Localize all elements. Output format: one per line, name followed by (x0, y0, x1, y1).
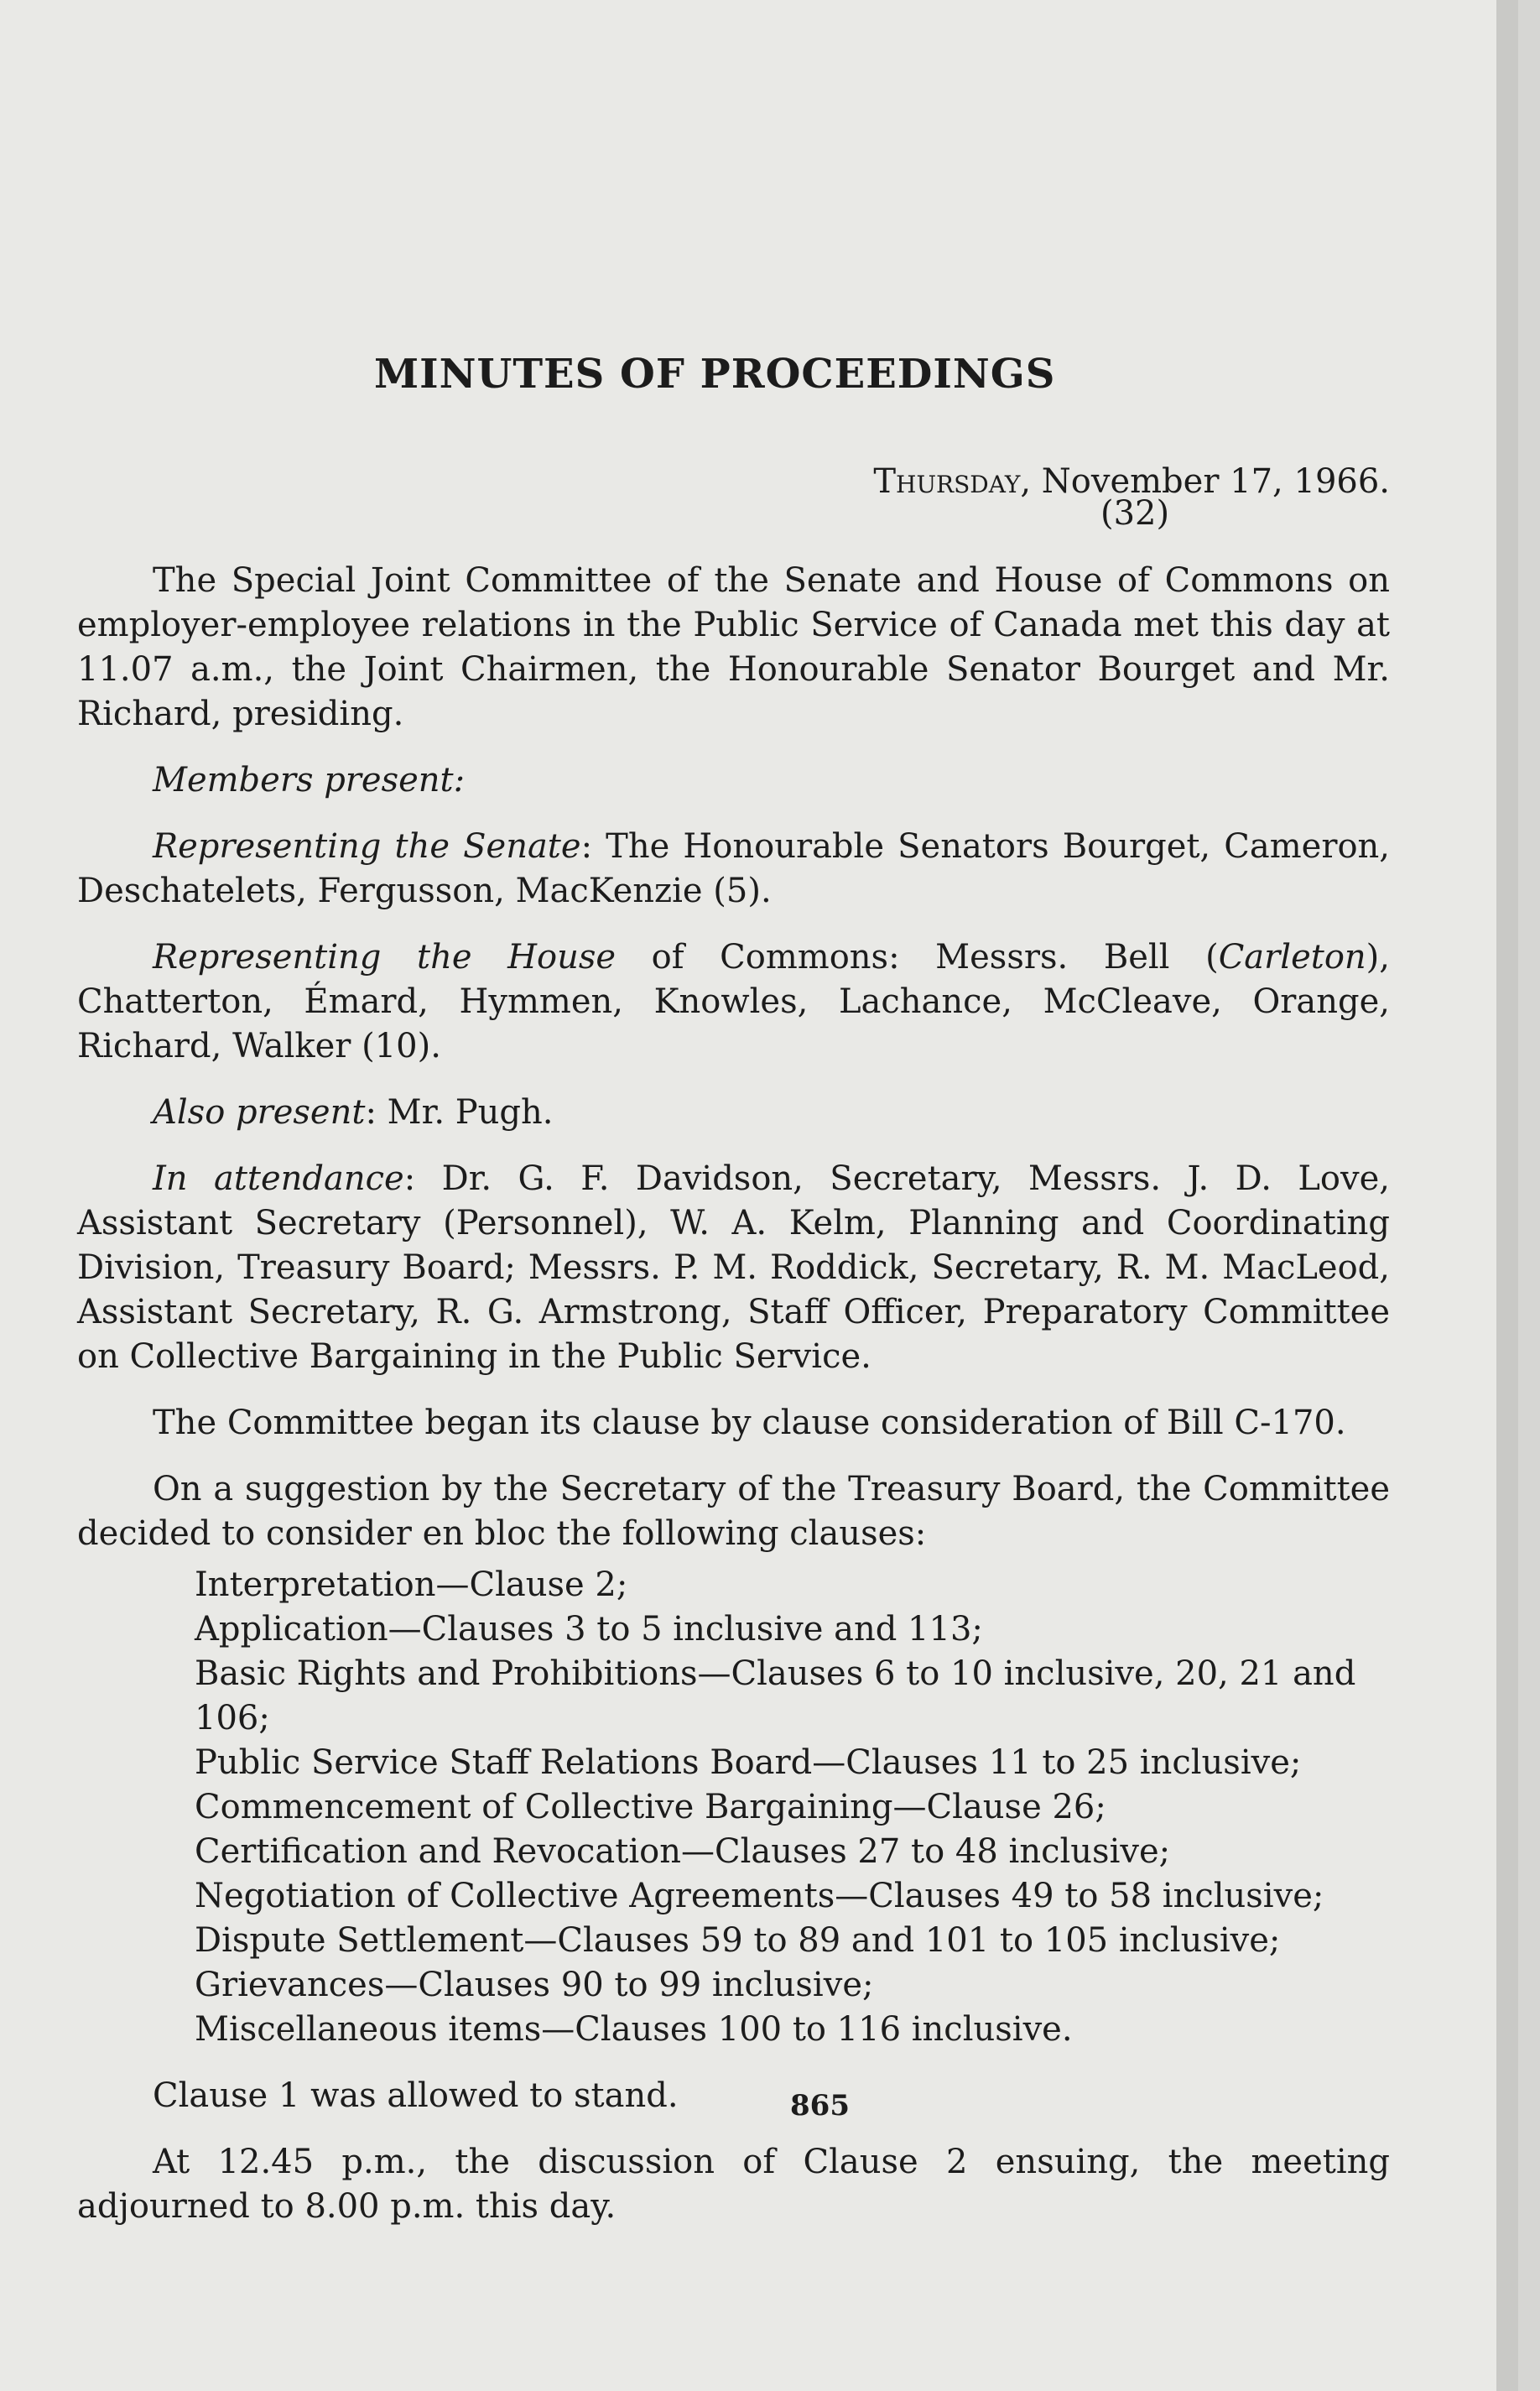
dateline: Thursday, November 17, 1966. (873, 462, 1390, 501)
clause-item: Public Service Staff Relations Board—Clauses 11 to 25 inclusive; (195, 1743, 1302, 1782)
clause-item: Dispute Settlement—Clauses 59 to 89 and 101 to 105 inclusive; (195, 1921, 1281, 1960)
clause-item: Basic Rights and Prohibitions—Clauses 6 to 10 inclusive, 20, 21 and 106; (195, 1654, 1356, 1737)
also-text: : Mr. Pugh. (365, 1093, 554, 1132)
also-present (77, 1091, 1390, 1135)
dateline-day: Thursday (873, 462, 1021, 501)
clause-item: Miscellaneous items—Clauses 100 to 116 inclusive. (195, 2010, 1073, 2049)
page-title: MINUTES OF PROCEEDINGS (374, 351, 1056, 398)
commons-label-a: Representing the House (153, 938, 617, 977)
attendance-text: : Dr. G. F. Davidson, Secretary, Messrs. J. D. Love, Assistant Secretary (Personnel), W. A. Kelm, Planning and Coordinating Division, Treasury Board; Messrs. P. M. Roddick, Secretary, R. M. MacLeod, Assistant Secretary, R. G. Armstrong, Staff Officer, Preparatory Committee on Collective Bargaining in the Public Service. (77, 1159, 1390, 1376)
senate-members (77, 825, 1390, 914)
clause-item: Application—Clauses 3 to 5 inclusive and 113; (195, 1610, 983, 1649)
carleton: Carleton (1218, 938, 1366, 977)
clause1-paragraph: Clause 1 was allowed to stand. (153, 2076, 679, 2115)
also-label: Also present (153, 1093, 366, 1132)
clause-item: Certification and Revocation—Clauses 27 to 48 inclusive; (195, 1832, 1171, 1871)
commons-label-b: of Commons (616, 938, 889, 977)
attendance-label: In attendance (153, 1159, 404, 1198)
suggestion-paragraph: On a suggestion by the Secretary of the Treasury Board, the Committee decided to consider en bloc the following clauses: (77, 1470, 1390, 1553)
clause-item: Grievances—Clauses 90 to 99 inclusive; (195, 1966, 874, 2004)
dateline-date: November 17, 1966. (1041, 462, 1390, 501)
senate-text: : The Honourable Senators Bourget, Cameron, Deschatelets, Fergusson, MacKenzie (5). (77, 827, 1391, 910)
commons-members (77, 935, 1390, 1069)
attendance (77, 1157, 1390, 1379)
intro-paragraph: The Special Joint Committee of the Senate and House of Commons on employer-employee relations in the Public Service of Canada met this day at 11.07 a.m., the Joint Chairmen, the Honourable Senator Bourget and Mr. Richard, presiding. (77, 561, 1390, 733)
clause-item: Negotiation of Collective Agreements—Clauses 49 to 58 inclusive; (195, 1877, 1324, 1915)
sitting-number: (32) (1100, 494, 1170, 533)
clause-item: Interpretation—Clause 2; (195, 1565, 628, 1604)
members-present-heading: Members present: (153, 761, 466, 800)
clause-list (195, 1563, 1390, 2052)
adjourn-paragraph: At 12.45 p.m., the discussion of Clause 2 ensuing, the meeting adjourned to 8.00 p.m. this day. (77, 2143, 1390, 2226)
commons-text-b: ), Chatterton, Émard, Hymmen, Knowles, Lachance, McCleave, Orange, Richard, Walker (10). (77, 938, 1390, 1065)
clause-item: Commencement of Collective Bargaining—Clause 26; (195, 1788, 1106, 1826)
senate-label: Representing the Senate (153, 827, 581, 866)
page-edge (1496, 0, 1518, 2391)
began-paragraph: The Committee began its clause by clause consideration of Bill C-170. (153, 1404, 1346, 1442)
page-number: 865 (790, 2089, 850, 2123)
minutes-body (77, 559, 1390, 2229)
commons-text-a: : Messrs. Bell ( (888, 938, 1219, 977)
